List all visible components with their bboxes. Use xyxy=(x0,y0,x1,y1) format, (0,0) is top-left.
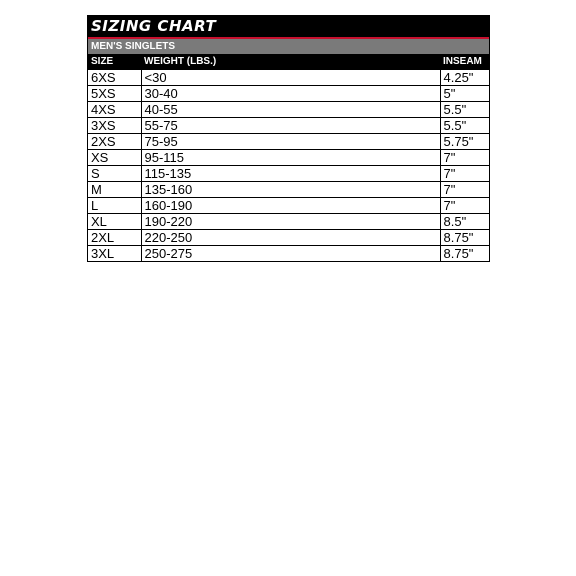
cell-size: 6XS xyxy=(88,70,141,86)
cell-inseam: 5" xyxy=(440,86,489,102)
cell-size: XS xyxy=(88,150,141,166)
header-size: SIZE xyxy=(88,54,141,70)
cell-inseam: 8.75" xyxy=(440,230,489,246)
cell-inseam: 5.5" xyxy=(440,118,489,134)
cell-size: M xyxy=(88,182,141,198)
cell-size: S xyxy=(88,166,141,182)
cell-inseam: 7" xyxy=(440,198,489,214)
table-row xyxy=(88,118,489,134)
cell-size: 4XS xyxy=(88,102,141,118)
cell-inseam: 8.75" xyxy=(440,246,489,262)
cell-weight: 55-75 xyxy=(141,118,440,134)
cell-weight: 190-220 xyxy=(141,214,440,230)
cell-weight: 95-115 xyxy=(141,150,440,166)
cell-inseam: 5.75" xyxy=(440,134,489,150)
cell-size: L xyxy=(88,198,141,214)
cell-weight: 75-95 xyxy=(141,134,440,150)
header-inseam: INSEAM xyxy=(440,54,489,70)
table-row xyxy=(88,70,489,86)
table-row xyxy=(88,182,489,198)
table-row xyxy=(88,102,489,118)
cell-weight: 220-250 xyxy=(141,230,440,246)
cell-weight: 135-160 xyxy=(141,182,440,198)
cell-inseam: 4.25" xyxy=(440,70,489,86)
cell-weight: 40-55 xyxy=(141,102,440,118)
cell-size: 2XL xyxy=(88,230,141,246)
table-row xyxy=(88,134,489,150)
cell-size: XL xyxy=(88,214,141,230)
table-row xyxy=(88,246,489,262)
table-row xyxy=(88,198,489,214)
table-row xyxy=(88,86,489,102)
table-row xyxy=(88,214,489,230)
cell-weight: 250-275 xyxy=(141,246,440,262)
cell-size: 3XL xyxy=(88,246,141,262)
cell-inseam: 5.5" xyxy=(440,102,489,118)
title-bar xyxy=(88,16,489,39)
sizing-chart xyxy=(87,15,490,262)
cell-size: 2XS xyxy=(88,134,141,150)
table-row xyxy=(88,150,489,166)
chart-title: SIZING CHART xyxy=(91,17,217,35)
cell-weight: 30-40 xyxy=(141,86,440,102)
table-body xyxy=(88,70,489,262)
sizing-table xyxy=(88,54,489,261)
cell-inseam: 8.5" xyxy=(440,214,489,230)
cell-inseam: 7" xyxy=(440,166,489,182)
cell-weight: <30 xyxy=(141,70,440,86)
table-header-row xyxy=(88,54,489,70)
cell-weight: 115-135 xyxy=(141,166,440,182)
subtitle-bar xyxy=(88,39,489,54)
chart-subtitle: MEN'S SINGLETS xyxy=(91,40,176,52)
header-weight: WEIGHT (LBS.) xyxy=(141,54,440,70)
table-row xyxy=(88,230,489,246)
cell-size: 5XS xyxy=(88,86,141,102)
cell-size: 3XS xyxy=(88,118,141,134)
cell-inseam: 7" xyxy=(440,150,489,166)
cell-inseam: 7" xyxy=(440,182,489,198)
table-row xyxy=(88,166,489,182)
cell-weight: 160-190 xyxy=(141,198,440,214)
